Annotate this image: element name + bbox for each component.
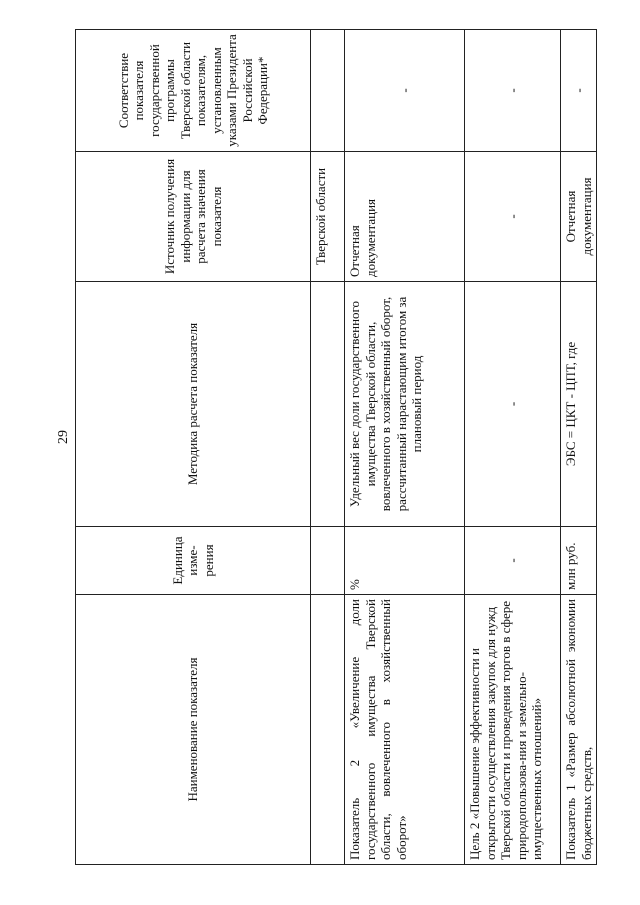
cell-unit: % <box>345 527 465 595</box>
cell-source: Отчетная документация <box>561 152 597 282</box>
header-source: Источник получения информации для расчета значения показателя <box>76 152 311 282</box>
cell-name: Показатель 2 «Увеличение доли государственного имущества Тверской области, вовлеченного в хозяйственный оборот» <box>345 595 465 865</box>
cell-source: - <box>465 152 561 282</box>
table-row <box>345 30 465 865</box>
header-unit: Единица изме-рения <box>76 527 311 595</box>
cell-method: ЭБС = ЦКТ - ЦПТ, где <box>561 282 597 527</box>
cell-name <box>311 595 345 865</box>
header-method: Методика расчета показателя <box>76 282 311 527</box>
cell-unit: - <box>465 527 561 595</box>
page-number: 29 <box>56 430 71 444</box>
header-row <box>76 30 311 865</box>
cell-method <box>311 282 345 527</box>
cell-name: Показатель 1 «Размер абсолютной экономии бюджетных средств, <box>561 595 597 865</box>
table-row <box>311 30 345 865</box>
cell-correspondence: - <box>561 30 597 152</box>
cell-correspondence: - <box>345 30 465 152</box>
cell-source: Отчетная документация <box>345 152 465 282</box>
table-row <box>561 30 597 865</box>
table-row <box>465 30 561 865</box>
cell-correspondence <box>311 30 345 152</box>
header-name: Наименование показателя <box>76 595 311 865</box>
cell-method: - <box>465 282 561 527</box>
cell-method: Удельный вес доли государственного имущества Тверской области, вовлеченного в хозяйственный оборот, рассчитанный нарастающим итогом за плановый период <box>345 282 465 527</box>
cell-unit <box>311 527 345 595</box>
rotated-table-wrapper <box>75 30 594 865</box>
cell-name: Цель 2 «Повышение эффективности и открытости осуществления закупок для нужд Тверской области и проведения торгов в сфере природопользова-ния и земельно-имущественных отношений» <box>465 595 561 865</box>
indicators-table <box>75 29 597 865</box>
cell-source: Тверской области <box>311 152 345 282</box>
cell-correspondence: - <box>465 30 561 152</box>
cell-unit: млн руб. <box>561 527 597 595</box>
header-correspondence: Соответствие показателя государственной программы Тверской области показателям, установленным указами Президента Российской Федерации* <box>76 30 311 152</box>
